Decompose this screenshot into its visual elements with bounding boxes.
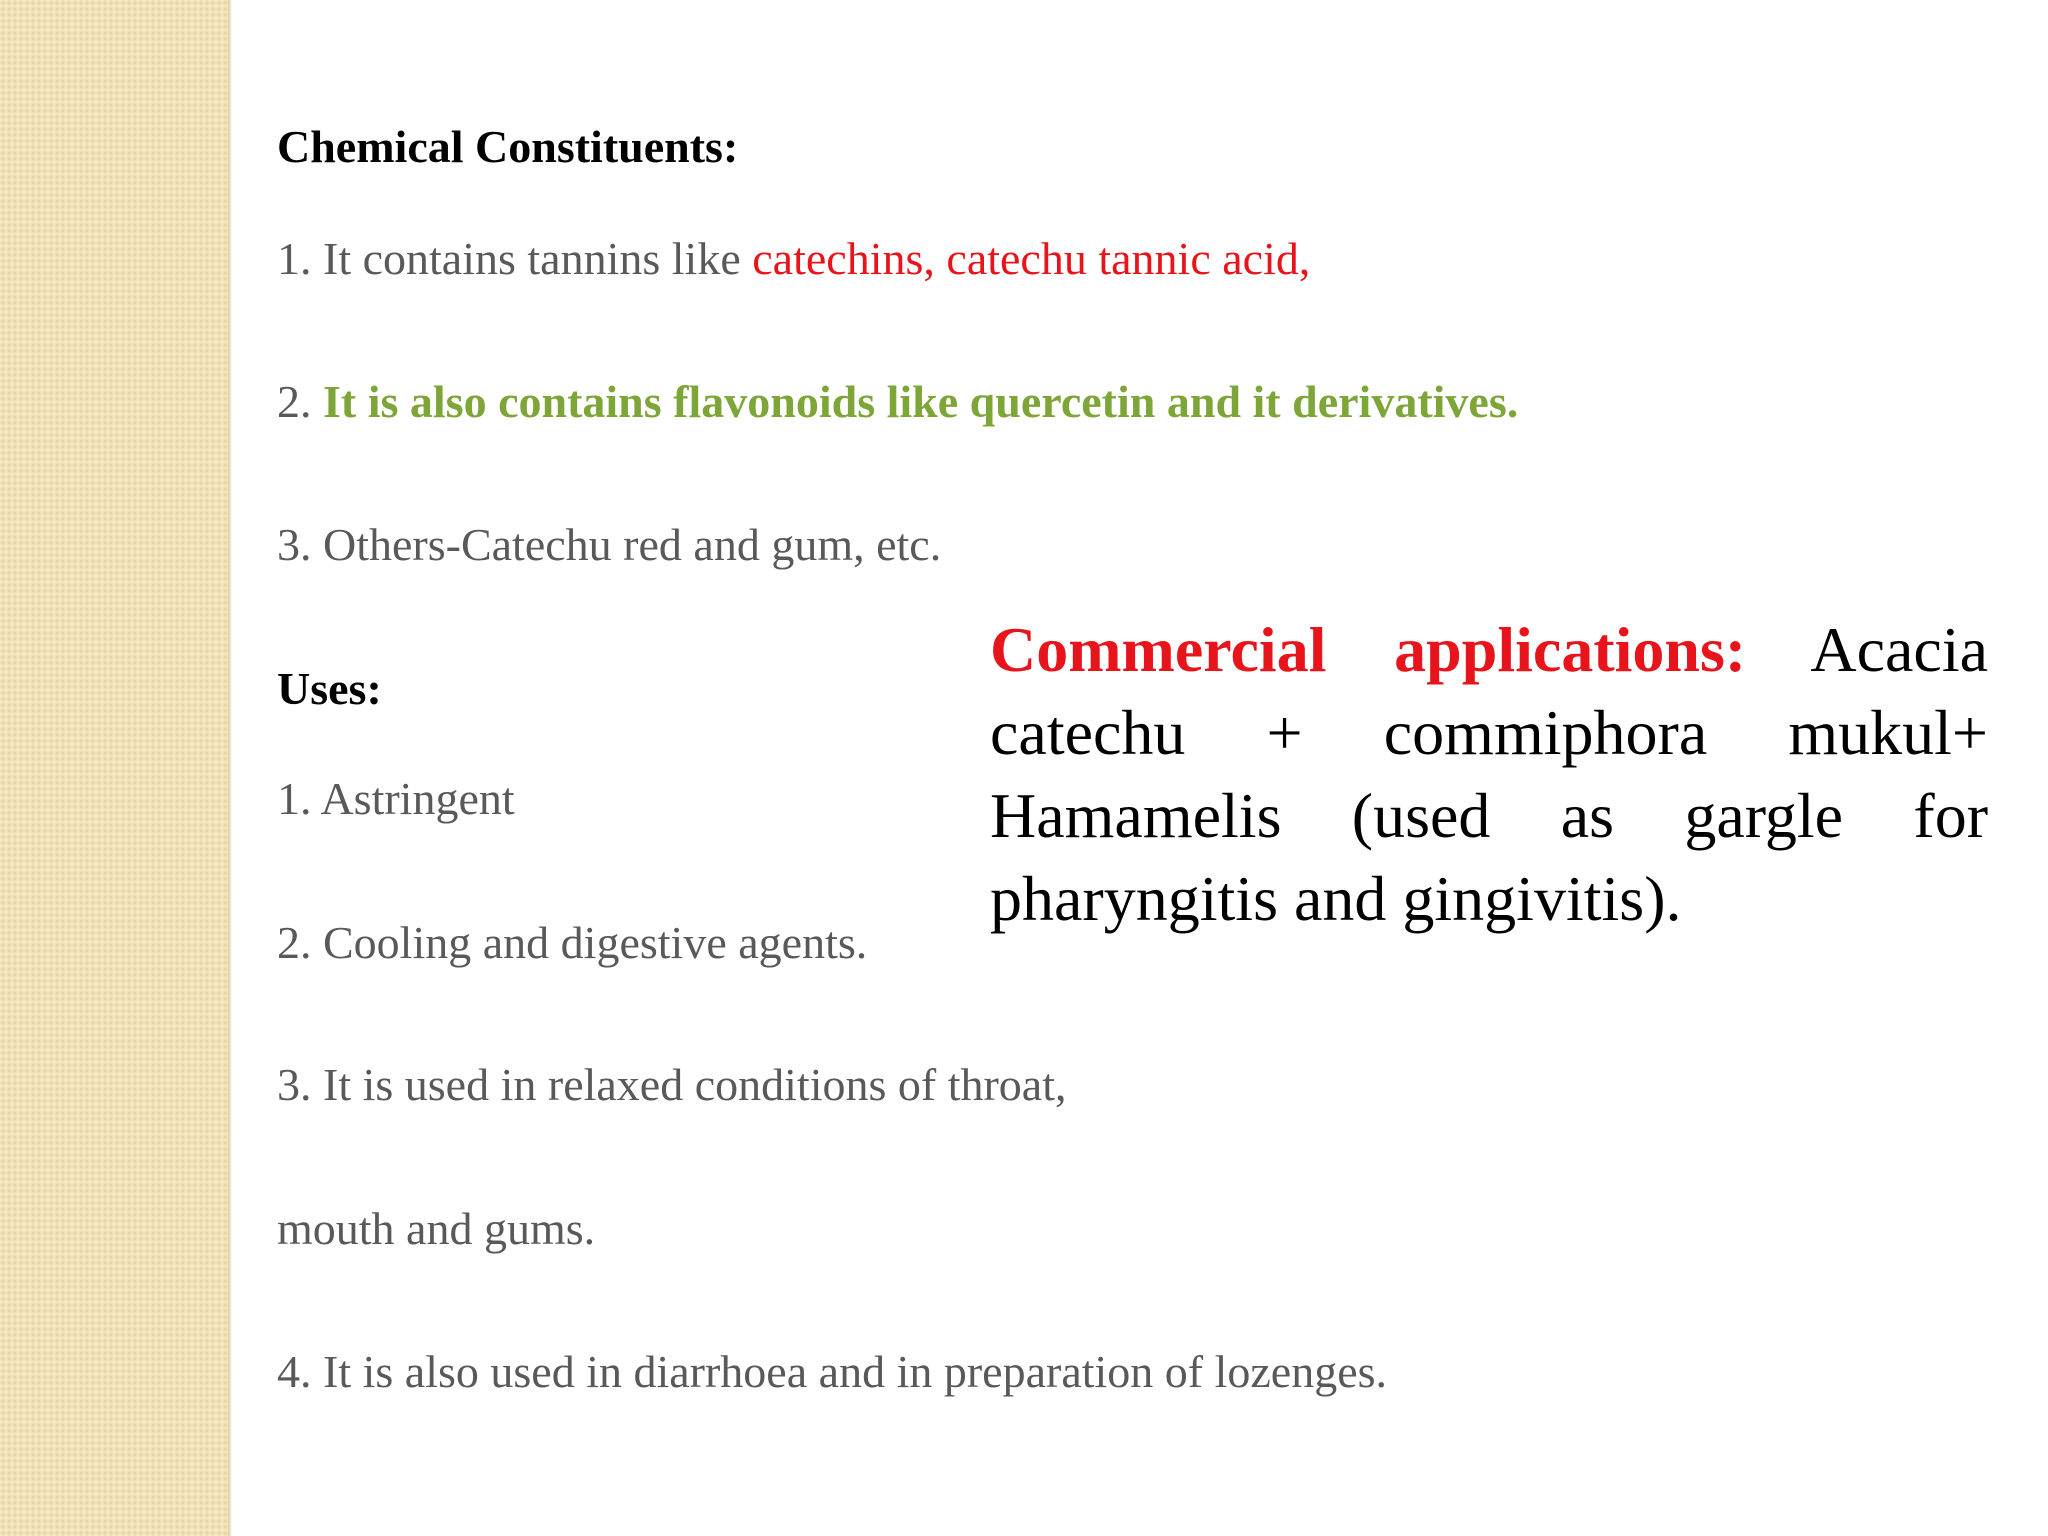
uses-item-4: 4. It is also used in diarrhoea and in preparation of lozenges. — [277, 1346, 1388, 1397]
uses-item-3-line-1: 3. It is used in relaxed conditions of throat, — [277, 1059, 1067, 1110]
uses-item-1: 1. Astringent — [277, 773, 515, 824]
commercial-applications-text: Acacia catechu + commiphora mukul+ Hamamelis (used as gargle for pharyngitis and gingivitis). — [990, 614, 1988, 934]
uses-item-2: 2. Cooling and digestive agents. — [277, 917, 868, 968]
chemical-item-1-text: 1. It contains tannins like — [277, 233, 753, 284]
chemical-constituents-heading: Chemical Constituents: — [277, 121, 739, 172]
commercial-applications-block — [990, 608, 1988, 940]
commercial-applications-label: Commercial applications: — [990, 614, 1747, 685]
chemical-item-3: 3. Others-Catechu red and gum, etc. — [277, 519, 942, 570]
chemical-item-2-number: 2. — [277, 376, 323, 427]
side-strip-edge — [228, 0, 232, 1536]
chemical-item-2-highlight: It is also contains flavonoids like quercetin and it derivatives. — [323, 376, 1519, 427]
chemical-item-1 — [277, 232, 1310, 285]
decorative-side-strip — [0, 0, 228, 1536]
chemical-item-2 — [277, 375, 1518, 428]
chemical-item-1-highlight: catechins, catechu tannic acid, — [752, 233, 1311, 284]
uses-heading: Uses: — [277, 663, 382, 714]
uses-item-3-line-2: mouth and gums. — [277, 1203, 596, 1254]
